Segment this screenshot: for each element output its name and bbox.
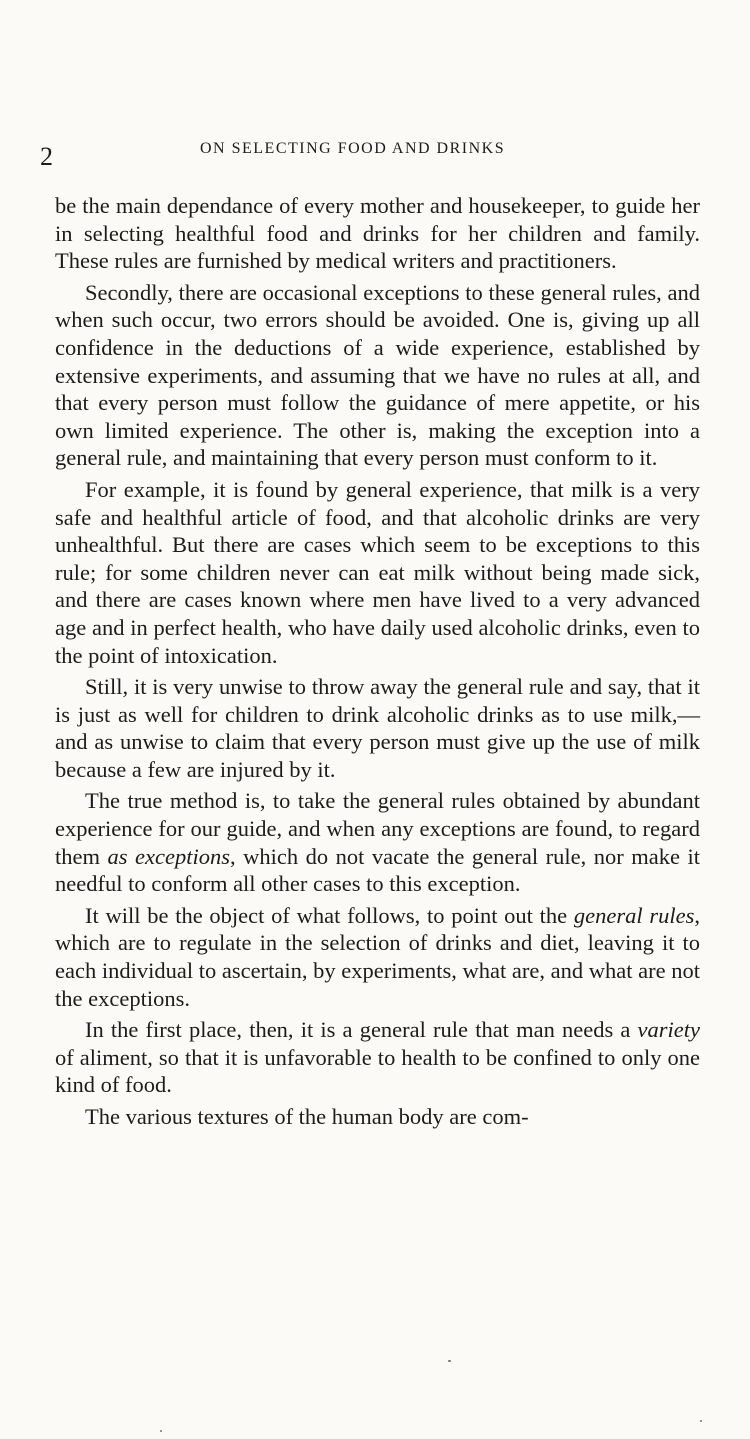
page-header [40,132,720,172]
paragraph-true-method [55,787,700,897]
paragraph-variety [55,1016,700,1099]
paragraph-still [55,673,700,783]
paragraph-example [55,476,700,669]
paper-speck [160,1430,162,1432]
paragraph-text: Secondly, there are occasional exceptions to these general rules, and when such occur, two errors should be avoided. One is, giving up all confidence in the deductions of a wide experience, established by extensive experiments, and assuming that we have no rules at all, and that every person must follow the guidance of mere appetite, or his own limited experience. The other is, making the exception into a general rule, and maintaining that every person must conform to it. [55,279,700,471]
paragraph-text: It will be the object of what follows, to point out the [85,902,574,928]
italic-phrase: general rules [573,902,695,928]
paragraph-continuation [55,192,700,275]
page-number: 2 [40,142,53,171]
paragraph-text: The various textures of the human body are com- [85,1104,529,1129]
paragraph-object [55,902,700,1012]
body-text [55,192,700,1131]
italic-phrase: as exceptions [107,843,230,869]
paper-speck [700,1420,702,1422]
paper-speck [448,1360,451,1362]
paragraph-text: For example, it is found by general experience, that milk is a very safe and healthful article of food, and that alcoholic drinks are very unhealthful. But there are cases which seem to be exceptions to this rule; for some children never can eat milk without being made sick, and there are cases known where men have lived to a very advanced age and in perfect health, who have daily used alcoholic drinks, even to the point of intoxication. [55,476,700,668]
paragraph-text: be the main dependance of every mother and housekeeper, to guide her in selecting healthful food and drinks for her children and family. These rules are furnished by medical writers and practitioners. [55,193,700,274]
paragraph-text: In the first place, then, it is a general rule that man needs a [85,1017,638,1043]
paragraph-text: The true method is, to take the general rules obtained by abundant experience for our guide, and when any exceptions are found, to regard them [55,788,700,869]
italic-phrase: variety [637,1017,700,1043]
paragraph-textures [55,1103,700,1131]
paragraph-text: of aliment, so that it is unfavorable to health to be confined to only one kind of food. [55,1044,700,1098]
paragraph-text: , which are to regulate in the selection of drinks and diet, leaving it to each individual to ascertain, by experiments, what are, and what are not the exceptions. [55,902,700,1011]
paragraph-text: , which do not vacate the general rule, nor make it needful to conform all other cases to this exception. [55,843,700,897]
paragraph-exceptions [55,279,700,472]
running-head: ON SELECTING FOOD AND DRINKS [200,140,506,157]
paragraph-text: Still, it is very unwise to throw away the general rule and say, that it is just as well for children to drink alcoholic drinks as to use milk,—and as unwise to claim that every person must give up the use of milk because a few are injured by it. [55,674,700,782]
